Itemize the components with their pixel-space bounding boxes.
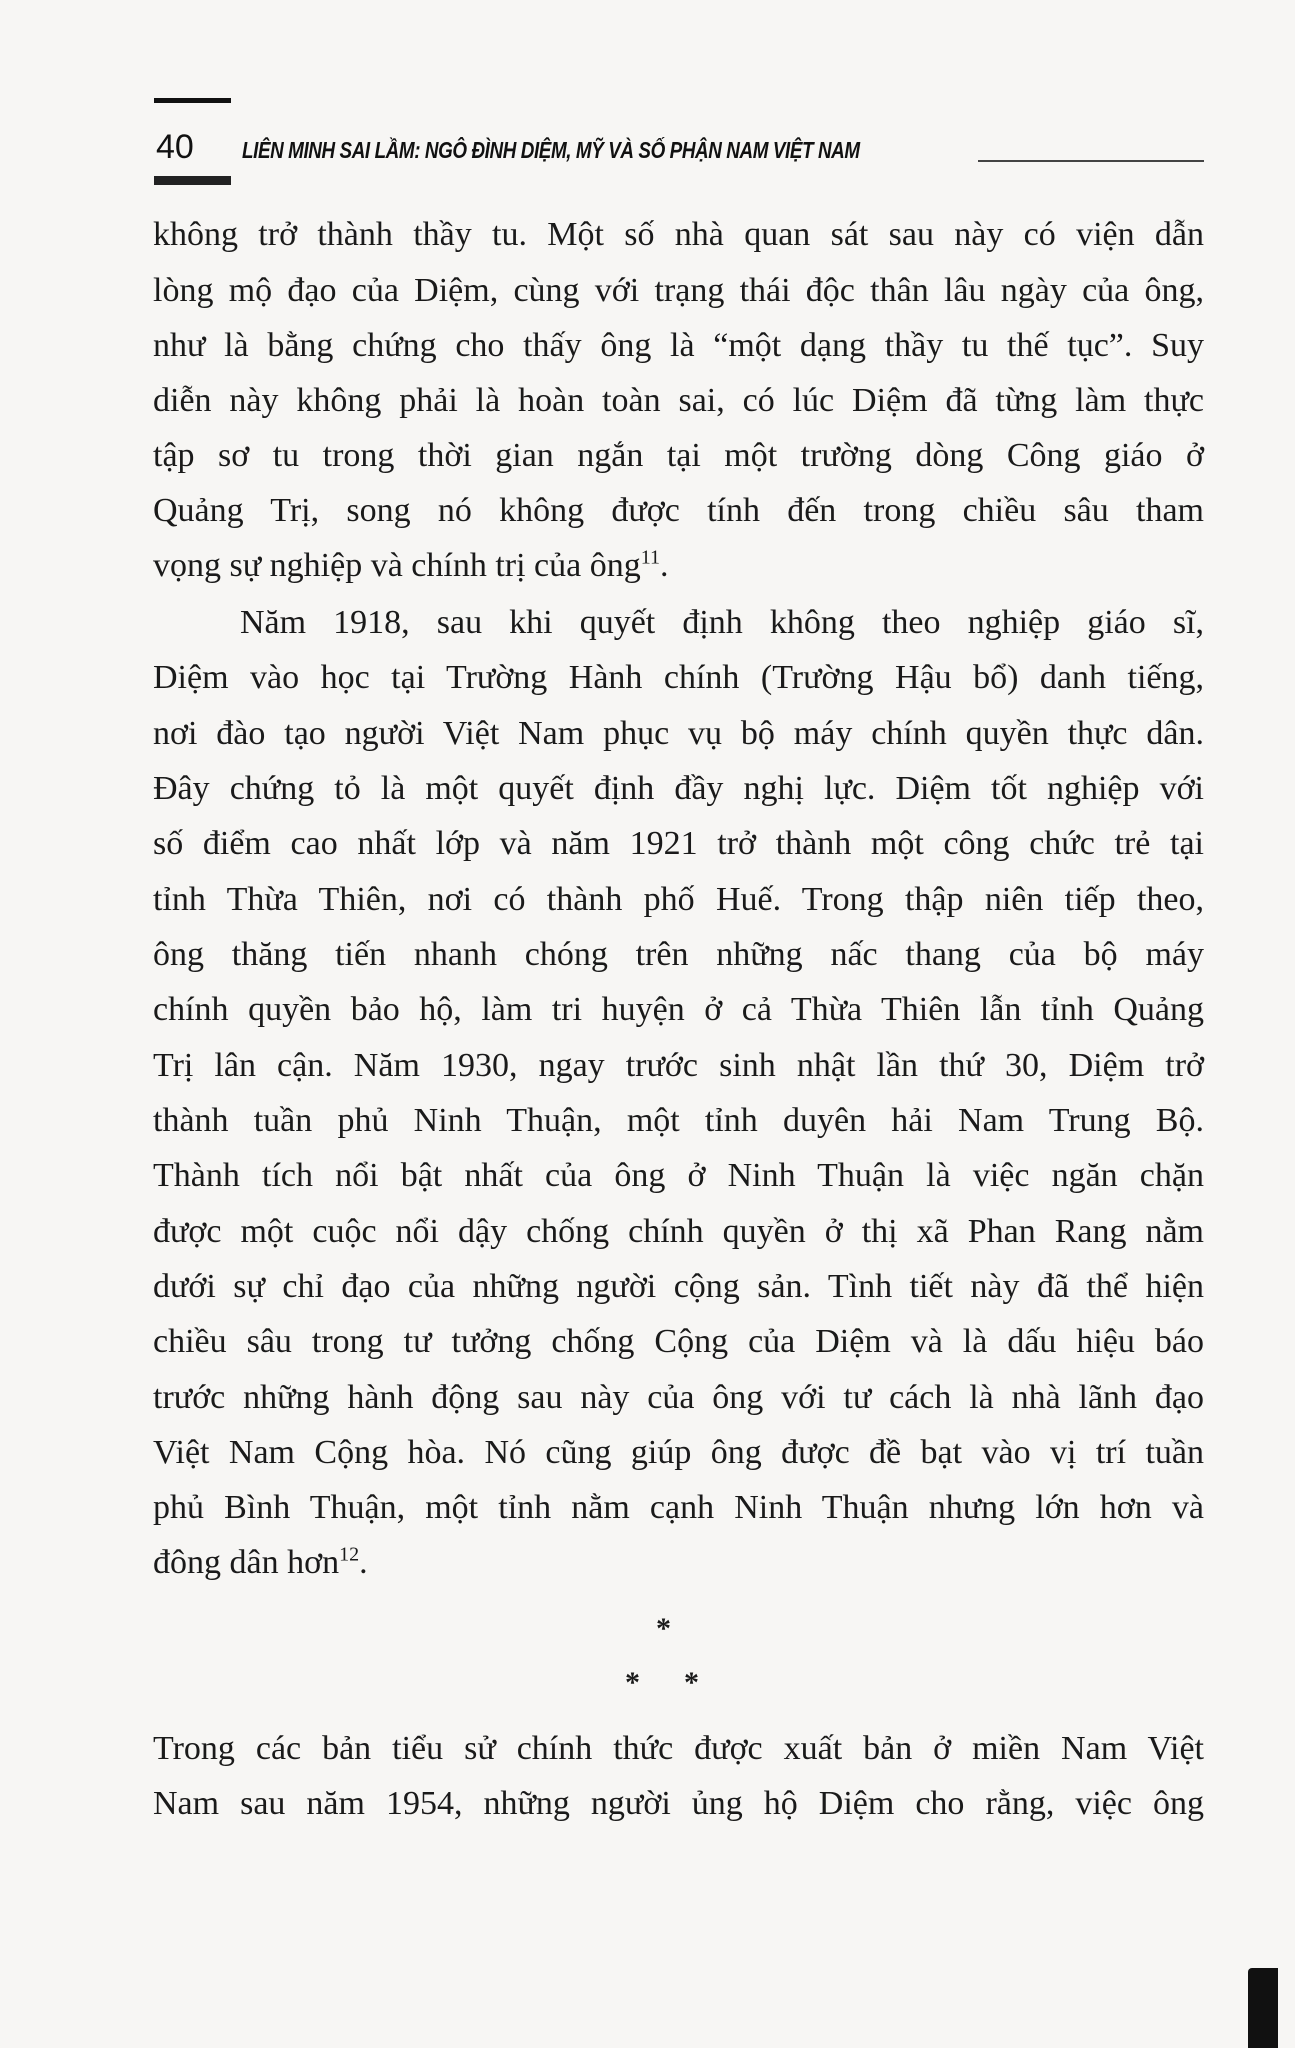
text-line: không trở thành thầy tu. Một số nhà quan sát sau này có viện dẫn (153, 216, 1204, 253)
page-number: 40 (156, 128, 194, 166)
text-line: nơi đào tạo người Việt Nam phục vụ bộ máy chính quyền thực dân. (153, 715, 1204, 752)
text-line: Năm 1918, sau khi quyết định không theo nghiệp giáo sĩ, (240, 604, 1204, 641)
page-edge-shadow (1248, 1968, 1278, 2048)
text-line: Đây chứng tỏ là một quyết định đầy nghị lực. Diệm tốt nghiệp với (153, 770, 1204, 807)
text-line: chính quyền bảo hộ, làm tri huyện ở cả Thừa Thiên lẫn tỉnh Quảng (153, 991, 1204, 1028)
text-line: ông thăng tiến nhanh chóng trên những nấc thang của bộ máy (153, 936, 1204, 973)
header-rule-bottom (154, 176, 231, 185)
text-line: được một cuộc nổi dậy chống chính quyền ở thị xã Phan Rang nằm (153, 1213, 1204, 1250)
text-line: Thành tích nổi bật nhất của ông ở Ninh Thuận là việc ngăn chặn (153, 1157, 1204, 1194)
header-line (978, 160, 1204, 162)
separator-star: * (684, 1666, 699, 1699)
separator-star: * (625, 1666, 640, 1699)
text: vọng sự nghiệp và chính trị của ông (153, 547, 641, 584)
separator-star: * (656, 1612, 671, 1645)
text-line: Diệm vào học tại Trường Hành chính (Trường Hậu bổ) danh tiếng, (153, 659, 1204, 696)
text-line: lòng mộ đạo của Diệm, cùng với trạng thái độc thân lâu ngày của ông, (153, 272, 1204, 309)
header-rule-top (154, 98, 231, 103)
text-line-last (153, 546, 1204, 586)
text-line: chiều sâu trong tư tưởng chống Cộng của Diệm và là dấu hiệu báo (153, 1323, 1204, 1360)
text-line: dưới sự chỉ đạo của những người cộng sản. Tình tiết này đã thể hiện (153, 1268, 1204, 1305)
text: đông dân hơn (153, 1544, 340, 1581)
text-line: như là bằng chứng cho thấy ông là “một dạng thầy tu thế tục”. Suy (153, 327, 1204, 364)
text-line: Việt Nam Cộng hòa. Nó cũng giúp ông được đề bạt vào vị trí tuần (153, 1434, 1204, 1471)
text-line: trước những hành động sau này của ông với tư cách là nhà lãnh đạo (153, 1379, 1204, 1416)
text-line-last (153, 1543, 1204, 1583)
text-line: tập sơ tu trong thời gian ngắn tại một trường dòng Công giáo ở (153, 437, 1204, 474)
text-line: Trong các bản tiểu sử chính thức được xuất bản ở miền Nam Việt (153, 1730, 1204, 1767)
text-line: tỉnh Thừa Thiên, nơi có thành phố Huế. Trong thập niên tiếp theo, (153, 881, 1204, 918)
text-line: thành tuần phủ Ninh Thuận, một tỉnh duyên hải Nam Trung Bộ. (153, 1102, 1204, 1139)
footnote-marker: 11 (640, 546, 660, 569)
text-line: Quảng Trị, song nó không được tính đến trong chiều sâu tham (153, 492, 1204, 529)
text-line: số điểm cao nhất lớp và năm 1921 trở thành một công chức trẻ tại (153, 825, 1204, 862)
text-line: Trị lân cận. Năm 1930, ngay trước sinh nhật lần thứ 30, Diệm trở (153, 1047, 1204, 1084)
text-line: Nam sau năm 1954, những người ủng hộ Diệm cho rằng, việc ông (153, 1785, 1204, 1822)
footnote-marker: 12 (339, 1543, 360, 1566)
running-title: LIÊN MINH SAI LẦM: NGÔ ĐÌNH DIỆM, MỸ VÀ SỐ PHẬN NAM VIỆT NAM (242, 137, 860, 163)
period: . (359, 1544, 368, 1581)
text-line: phủ Bình Thuận, một tỉnh nằm cạnh Ninh Thuận nhưng lớn hơn và (153, 1489, 1204, 1526)
period: . (660, 547, 669, 584)
text-line: diễn này không phải là hoàn toàn sai, có lúc Diệm đã từng làm thực (153, 382, 1204, 419)
